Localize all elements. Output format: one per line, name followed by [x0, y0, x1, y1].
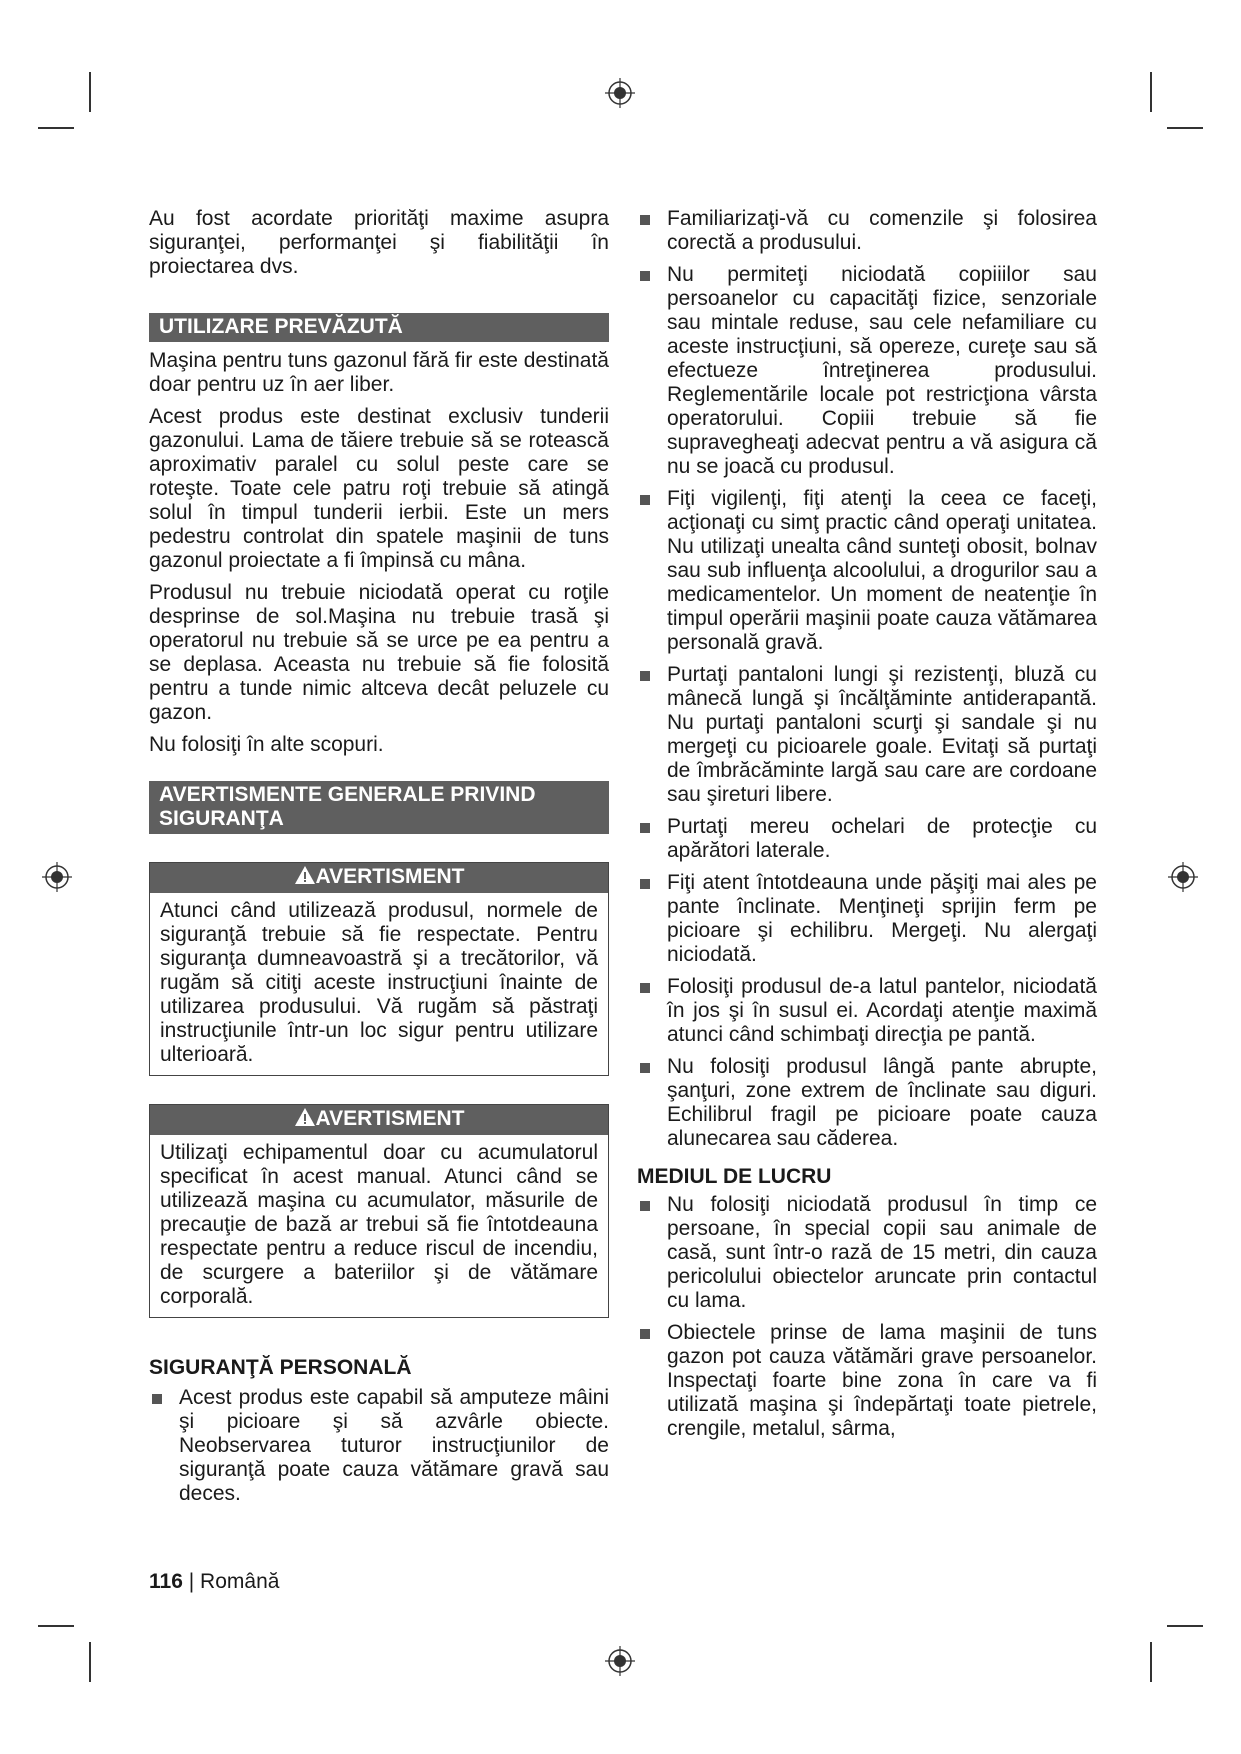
crop-mark [38, 1625, 74, 1627]
bullet-square-icon [640, 1063, 650, 1073]
list-item [637, 1055, 1097, 1151]
intro-paragraph: Au fost acordate priorităţi maxime asupra siguranţei, performanţei şi fiabilităţii în proiectarea dvs. [149, 207, 609, 278]
list-item [637, 871, 1097, 967]
paragraph: Maşina pentru tuns gazonul fără fir este destinată doar pentru uz în aer liber. [149, 349, 609, 396]
list-item [149, 1386, 609, 1506]
registration-mark-icon [42, 862, 72, 892]
crop-mark [1150, 72, 1152, 112]
list-item-text: Nu folosiţi produsul lângă pante abrupte, şanţuri, zone extrem de înclinate sau diguri. Echilibrul fragil pe picioare poate cauza alunecarea sau căderea. [667, 1055, 1097, 1150]
registration-mark-icon [605, 1646, 635, 1676]
warning-title: AVERTISMENT [315, 1107, 465, 1130]
section-title-general-warnings: AVERTISMENTE GENERALE PRIVIND SIGURANŢA [149, 781, 609, 834]
list-item-text: Nu permiteţi niciodată copiiilor sau persoanelor cu capacităţi fizice, senzoriale sau mintale reduse, sau cele nefamiliare cu aceste instrucţiuni, să opereze, cureţe sau să efectueze întreţinerea produsului. Reglementările locale pot restricţiona vârsta operatorului. Copiii trebuie să fie supravegheaţi adecvat pentru a vă asigura că nu se joacă cu produsul. [667, 263, 1097, 478]
bullet-square-icon [152, 1394, 162, 1404]
warning-header [150, 863, 608, 893]
bullet-square-icon [640, 823, 650, 833]
section-title-intended-use: UTILIZARE PREVĂZUTĂ [149, 313, 609, 342]
list-item [637, 207, 1097, 255]
paragraph: Acest produs este destinat exclusiv tunderii gazonului. Lama de tăiere trebuie să se rotească aproximativ paralel cu solul peste care se roteşte. Toate cele patru roţi trebuie să atingă solul în timpul tunderii ierbii. Este un mers pedestru controlat din spatele maşinii de tuns gazonul proiectate a fi împinsă cu mâna. [149, 405, 609, 572]
list-item [637, 1321, 1097, 1441]
left-column [149, 207, 609, 1514]
warning-header [150, 1105, 608, 1135]
crop-mark [1167, 1625, 1203, 1627]
bullet-square-icon [640, 271, 650, 281]
crop-mark [89, 72, 91, 112]
warning-box [149, 1104, 609, 1318]
page-number: 116 [149, 1570, 183, 1593]
section-title-work-area: MEDIUL DE LUCRU [637, 1165, 832, 1188]
list-item-text: Nu folosiţi niciodată produsul în timp ce persoane, în special copii sau animale de casă, sunt într-o rază de 15 metri, din cauza pericolului obiectelor aruncate prin contactul cu lama. [667, 1193, 1097, 1312]
list-item [637, 815, 1097, 863]
registration-mark-icon [1168, 862, 1198, 892]
crop-mark [1167, 127, 1203, 129]
list-item-text: Purtaţi mereu ochelari de protecţie cu apărători laterale. [667, 815, 1097, 862]
bullet-square-icon [640, 671, 650, 681]
list-item [637, 975, 1097, 1047]
bullet-list [637, 1193, 1097, 1441]
list-item-text: Purtaţi pantaloni lungi şi rezistenţi, bluză cu mânecă lungă şi încălţăminte antiderapantă. Nu purtaţi pantaloni scurţi şi sandale şi nu mergeţi cu picioarele goale. Evitaţi să purtaţi de îmbrăcăminte largă sau care are cordoane sau şireturi libere. [667, 663, 1097, 806]
bullet-square-icon [640, 495, 650, 505]
section-title-personal-safety: SIGURANŢĂ PERSONALĂ [149, 1356, 412, 1379]
paragraph: Nu folosiţi în alte scopuri. [149, 733, 384, 756]
paragraph: Produsul nu trebuie niciodată operat cu roţile desprinse de sol.Maşina nu trebuie trasă şi operatorul nu trebuie să se urce pe ea pentru a se deplasa. Aceasta nu trebuie să fie folosită pentru a tunde nimic altceva decât peluzele cu gazon. [149, 581, 609, 724]
bullet-square-icon [640, 879, 650, 889]
crop-mark [89, 1642, 91, 1682]
bullet-square-icon [640, 215, 650, 225]
list-item-text: Fiţi atent întotdeauna unde păşiţi mai ales pe pante înclinate. Menţineţi sprijin ferm pe picioare şi echilibru. Mergeţi. Nu alergaţi niciodată. [667, 871, 1097, 966]
warning-triangle-icon [294, 1107, 316, 1127]
list-item [637, 663, 1097, 807]
list-item [637, 487, 1097, 655]
crop-mark [1150, 1642, 1152, 1682]
warning-text: Atunci când utilizează produsul, normele de siguranţă trebuie să fie respectate. Pentru siguranţa dumneavoastră şi a trecătorilor, vă rugăm să citiţi aceste instrucţiuni înainte de utilizarea produsului. Vă rugăm să păstraţi instrucţiunile într-un loc sigur pentru utilizare ulterioară. [160, 899, 598, 1066]
warning-title: AVERTISMENT [315, 865, 465, 888]
bullet-square-icon [640, 983, 650, 993]
right-column [637, 207, 1097, 1449]
list-item-text: Folosiţi produsul de-a latul pantelor, niciodată în jos şi în susul ei. Acordaţi atenţie maximă atunci când schimbaţi direcţia pe pantă. [667, 975, 1097, 1046]
list-item [637, 263, 1097, 479]
list-item-text: Fiţi vigilenţi, fiţi atenţi la ceea ce faceţi, acţionaţi cu simţ practic când operaţi unitatea. Nu utilizaţi unealta când sunteţi obosit, bolnav sau sub influenţa alcoolului, a drogurilor sau a medicamentelor. Un moment de neatenţie în timpul operării maşinii poate cauza vătămarea personală gravă. [667, 487, 1097, 654]
bullet-list [149, 1386, 609, 1506]
registration-mark-icon [605, 78, 635, 108]
footer-separator: | [188, 1570, 195, 1593]
list-item-text: Obiectele prinse de lama maşinii de tuns gazon pot cauza vătămări grave persoanelor. Inspectaţi foarte bine zona în care va fi utilizată maşina şi îndepărtaţi toate pietrele, crengile, metalul, sârma, [667, 1321, 1097, 1440]
page-footer [149, 1570, 279, 1594]
list-item [637, 1193, 1097, 1313]
list-item-text: Familiarizaţi-vă cu comenzile şi folosirea corectă a produsului. [667, 207, 1097, 254]
warning-box [149, 862, 609, 1076]
warning-text: Utilizaţi echipamentul doar cu acumulatorul specificat în acest manual. Atunci când se utilizează maşina cu acumulator, măsurile de precauţie de bază ar trebui să fie întotdeauna respectate pentru a reduce riscul de incendiu, de scurgere a bateriilor şi de vătămare corporală. [160, 1141, 598, 1308]
footer-language: Română [200, 1570, 280, 1593]
list-item-text: Acest produs este capabil să amputeze mâini şi picioare şi să azvârle obiecte. Neobservarea tuturor instrucţiunilor de siguranţă poate cauza vătămare gravă sau deces. [179, 1386, 609, 1505]
crop-mark [38, 127, 74, 129]
warning-triangle-icon [294, 865, 316, 885]
bullet-square-icon [640, 1201, 650, 1211]
bullet-square-icon [640, 1329, 650, 1339]
bullet-list [637, 207, 1097, 1151]
